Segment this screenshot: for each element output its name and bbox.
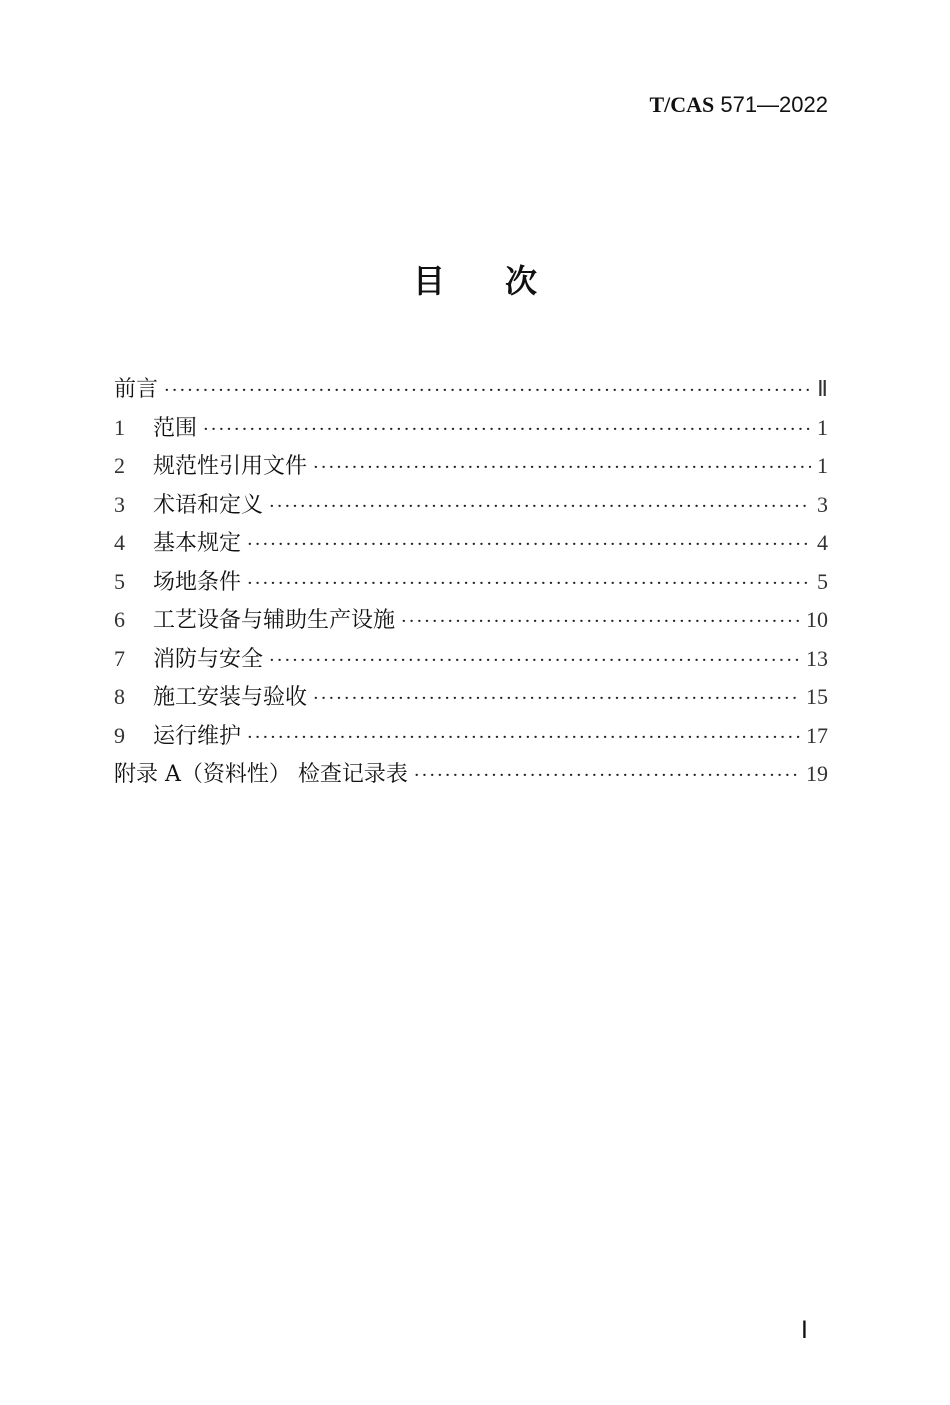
table-of-contents: [114, 370, 828, 794]
toc-entry-7[interactable]: [114, 640, 828, 679]
toc-leader-dots: [313, 680, 800, 719]
toc-entry-number: 6: [114, 607, 125, 632]
toc-leader-dots: [247, 719, 800, 758]
page-number: Ⅰ: [800, 1318, 808, 1344]
toc-entry-label: 基本规定: [153, 531, 242, 556]
toc-leader-dots: [269, 488, 811, 527]
toc-entry-label: 前言: [114, 377, 159, 402]
toc-title: 目次: [412, 262, 597, 300]
toc-entry-page: 17: [806, 722, 828, 748]
toc-entry-label: 附录 A（资料性） 检查记录表: [114, 762, 408, 787]
toc-leader-dots: [164, 372, 811, 411]
toc-entry-3[interactable]: [114, 486, 828, 525]
toc-entry-page: 1: [817, 453, 828, 478]
toc-entry-foreword[interactable]: [114, 370, 828, 409]
toc-entry-number: 3: [114, 491, 125, 517]
document-code-number: 571—2022: [714, 92, 828, 117]
document-code-prefix: T/CAS: [649, 92, 715, 117]
toc-entry-page: 13: [806, 645, 828, 671]
toc-entry-number: 9: [114, 722, 125, 748]
toc-entry-number: 1: [114, 414, 125, 440]
toc-entry-number: 2: [114, 453, 125, 478]
toc-leader-dots: [414, 757, 800, 796]
toc-entry-label: 施工安装与验收: [153, 685, 308, 710]
toc-entry-number: 5: [114, 568, 125, 594]
toc-entry-1[interactable]: [114, 409, 828, 448]
toc-entry-page: 3: [817, 491, 828, 517]
toc-entry-5[interactable]: [114, 563, 828, 602]
toc-leader-dots: [313, 449, 811, 488]
toc-entry-4[interactable]: [114, 524, 828, 563]
toc-entry-label: 范围: [153, 415, 198, 441]
toc-entry-page: 15: [806, 684, 828, 709]
toc-entry-number: 8: [114, 684, 125, 709]
toc-leader-dots: [203, 411, 811, 450]
toc-entry-6[interactable]: [114, 601, 828, 640]
toc-entry-number: 7: [114, 645, 125, 671]
document-code: [649, 92, 828, 118]
toc-entry-8[interactable]: [114, 678, 828, 717]
toc-entry-page: 10: [806, 607, 828, 632]
toc-entry-page: 4: [817, 530, 828, 555]
toc-leader-dots: [401, 603, 800, 642]
toc-leader-dots: [247, 526, 811, 565]
toc-entry-label: 消防与安全: [153, 646, 264, 672]
toc-entry-appendix-a[interactable]: [114, 755, 828, 794]
toc-entry-page: 1: [817, 414, 828, 440]
toc-entry-page: 5: [817, 568, 828, 594]
toc-entry-label: 工艺设备与辅助生产设施: [153, 608, 396, 633]
toc-entry-page: Ⅱ: [817, 376, 828, 401]
toc-leader-dots: [247, 565, 811, 604]
toc-entry-label: 场地条件: [153, 569, 242, 595]
toc-entry-9[interactable]: [114, 717, 828, 756]
toc-entry-2[interactable]: [114, 447, 828, 486]
toc-entry-label: 规范性引用文件: [153, 454, 308, 479]
toc-entry-label: 运行维护: [153, 723, 242, 749]
toc-leader-dots: [269, 642, 800, 681]
toc-entry-page: 19: [806, 761, 828, 786]
toc-entry-number: 4: [114, 530, 125, 555]
toc-entry-label: 术语和定义: [153, 492, 264, 518]
